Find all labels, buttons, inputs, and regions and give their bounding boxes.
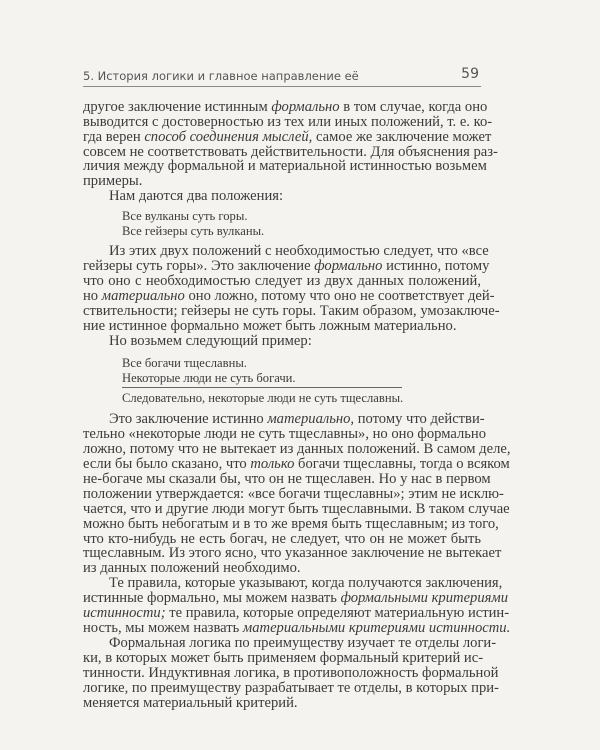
running-title: 5. История логики и главное направление её [83, 69, 359, 83]
example-premises-1 [122, 209, 422, 239]
text-line: ствительности; гейзеры не суть горы. Таким образом, умозаключе- [83, 303, 500, 319]
text-line: но материально оно ложно, потому что оно не соответствует дей- [83, 288, 495, 304]
text-line: если бы было сказано, что только богачи тщеславны, тогда о всяком [83, 455, 510, 472]
text-line: истинные формально, мы можем назвать формальными критериями [83, 590, 509, 607]
italic-emphasis: формальными критериями [340, 590, 509, 607]
text-line: гда верен способ соединения мыслей, самое же заключение может [83, 128, 492, 145]
text-line: совсем не соответствовать действительности. Для объяснения раз- [83, 143, 498, 160]
text-line: Все гейзеры суть вулканы. [122, 224, 265, 238]
text-line: Все вулканы суть горы. [122, 209, 248, 223]
text-line: тинности. Индуктивная логика, в противоположность формальной [83, 664, 499, 681]
text-line: Все богачи тщеславны. [122, 356, 247, 370]
text-line: Из этих двух положений с необходимостью следует, что «все [109, 243, 489, 259]
text-line: Следовательно, некоторые люди не суть тщеславны. [122, 391, 404, 405]
text-line: чается, что и другие люди могут быть тщеславными. В таком случае [83, 500, 510, 517]
text-block-3 [83, 411, 511, 711]
syllogism-divider [122, 387, 402, 388]
text-line: Нам даются два положения: [109, 188, 284, 205]
text-line: что оно с необходимостью следует из двух данных положений, [83, 273, 481, 289]
running-header [83, 66, 481, 87]
text-line: примеры. [83, 173, 143, 190]
text-line: тщеславным. Из этого ясно, что указанное заключение не вытекает [83, 545, 502, 562]
text-line: Некоторые люди не суть богачи. [122, 371, 296, 385]
text-line: Формальная логика по преимуществу изучает те отделы логи- [109, 635, 497, 652]
text-line: личия между формальной и материальной истинностью возьмем [83, 158, 487, 175]
italic-emphasis: формально [271, 99, 340, 115]
text-line: можно быть небогатым и в то же время быть тщеславным; из того, [83, 515, 499, 532]
text-line: Те правила, которые указывают, когда получаются заключения, [109, 575, 503, 592]
example-premises-2 [122, 356, 422, 386]
text-line: что кто-нибудь не есть богач, не следует, что он не может быть [83, 530, 481, 547]
text-line: ность, мы можем назвать материальными критериями истинности. [83, 620, 511, 637]
italic-emphasis: материальными критериями истинности. [242, 620, 511, 637]
text-line: меняется материальный критерий. [83, 694, 298, 711]
text-line: Это заключение истинно материально, потому что действи- [109, 411, 485, 427]
italic-emphasis: истинности; [83, 605, 166, 622]
text-line: истинности; те правила, которые определяют материальную истин- [83, 605, 510, 622]
italic-emphasis: материально [101, 288, 185, 304]
text-line: другое заключение истинным формально в том случае, когда оно [83, 99, 488, 115]
text-line: ние истинное формально может быть ложным материально. [83, 318, 457, 334]
text-line: выводится с достоверностью из тех или иных положений, т. е. ко- [83, 113, 493, 130]
italic-emphasis: материально, [267, 411, 355, 427]
example-conclusion [122, 391, 422, 406]
text-block-1 [83, 99, 498, 205]
page-number: 59 [461, 66, 479, 82]
text-line: Но возьмем следующий пример: [109, 333, 312, 349]
text-line: из данных положений необходимо. [83, 560, 301, 577]
text-block-2 [83, 243, 500, 349]
text-line: ки, в которых может быть применяем формальный критерий ис- [83, 650, 484, 666]
italic-emphasis: формально [314, 258, 383, 274]
text-line: положении утверждается: «все богачи тщеславны»; этим не исклю- [83, 485, 504, 502]
text-line: гейзеры суть горы». Это заключение формально истинно, потому [83, 258, 490, 274]
italic-emphasis: только [250, 455, 295, 472]
italic-emphasis: способ соединения мыслей, [144, 128, 313, 145]
text-line: не-богаче мы сказали бы, что он не тщеславен. Но у нас в первом [83, 470, 491, 487]
text-line: логике, по преимуществу разрабатывает те отделы, в которых при- [83, 679, 499, 696]
text-line: тельно «некоторые люди не суть тщеславны», но оно формально [83, 425, 487, 442]
text-line: ложно, потому что не вытекает из данных положений. В самом деле, [83, 440, 511, 457]
